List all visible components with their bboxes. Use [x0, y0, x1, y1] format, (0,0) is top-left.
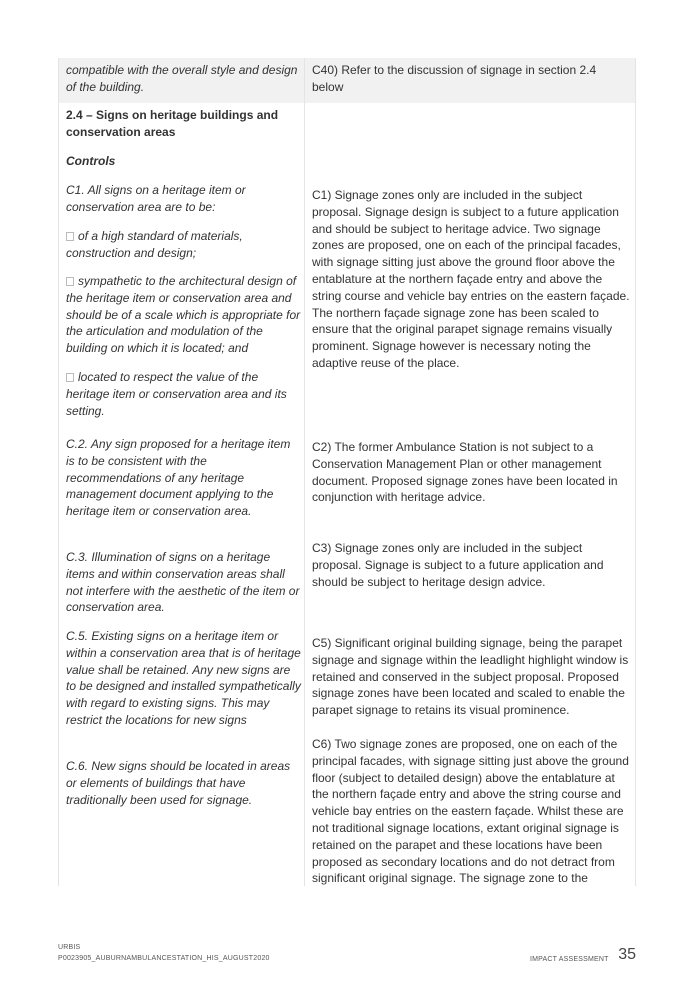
- control-c1-bullet-2: sympathetic to the architectural design of the heritage item or conservation area and should be of a scale which is appropriate for the articulation and modulation of the building on which it is located; and: [66, 274, 301, 356]
- footer-doc-ref: P0023905_AUBURNAMBULANCESTATION_HIS_AUGUST2020: [58, 955, 270, 962]
- control-c2: C.2. Any sign proposed for a heritage item is to be consistent with the recommendations of any heritage management document applying to the heritage item or conservation area.: [66, 437, 291, 519]
- control-c6: C.6. New signs should be located in areas or elements of buildings that have traditionally been used for signage.: [66, 759, 291, 807]
- response-c6: C6) Two signage zones are proposed, one on each of the principal facades, with signage sitting just above the ground floor (subject to detailed design) above the entablature at the northern façade entry and above the string course and vehicle bay entries on the eastern façade. Whilst these are not traditional signage locations, extant original signage is retained on the parapet and these locations have been proposed as secondary locations and do not detract from significant original signage. The signage zone to the: [312, 737, 629, 886]
- control-c1-intro: C1. All signs on a heritage item or conservation area are to be:: [66, 183, 246, 214]
- footer-company: URBIS: [58, 944, 81, 951]
- footer-section: IMPACT ASSESSMENT: [530, 956, 609, 963]
- bullet-box-icon: [66, 277, 74, 286]
- section-subheading: Controls: [66, 154, 116, 168]
- response-c5: C5) Significant original building signage, being the parapet signage and signage within the leadlight highlight window is retained and conserved in the subject proposal. Proposed signage zones have been located and scaled to enable the parapet signage to retains its visual prominence.: [312, 636, 629, 718]
- control-c3: C.3. Illumination of signs on a heritage items and within conservation areas shall not interfere with the aesthetic of the item or conservation area.: [66, 550, 300, 615]
- control-c1-bullet-1: of a high standard of materials, construction and design;: [66, 229, 243, 260]
- bullet-box-icon: [66, 373, 74, 382]
- bullet-box-icon: [66, 232, 74, 241]
- response-c2: C2) The former Ambulance Station is not subject to a Conservation Management Plan or other management document. Proposed signage zones have been located in conjunction with heritage advice.: [312, 440, 618, 505]
- response-c1: C1) Signage zones only are included in the subject proposal. Signage design is subject to a future application and should be subject to heritage advice. Two signage zones are proposed, one on each of the principal facades, with signage sitting just above the ground floor above the entablature at the northern façade entry and above the string course and vehicle bay entries on the eastern façade. The northern façade signage zone has been scaled to ensure that the original parapet signage remains visually prominent. Signage however is necessary noting the adaptive reuse of the place.: [312, 188, 630, 370]
- row1-left-text: compatible with the overall style and design of the building.: [66, 63, 298, 94]
- control-c1-bullet-3: located to respect the value of the heritage item or conservation area and its setting.: [66, 370, 287, 418]
- heritage-controls-table: [58, 58, 636, 886]
- table-right-border: [635, 58, 636, 886]
- response-c3: C3) Signage zones only are included in the subject proposal. Signage is subject to a future application and should be subject to heritage design advice.: [312, 541, 604, 589]
- column-divider: [304, 58, 305, 886]
- section-heading: 2.4 – Signs on heritage buildings and conservation areas: [66, 108, 279, 139]
- control-c5: C.5. Existing signs on a heritage item or within a conservation area that is of heritage value shall be retained. Any new signs are to be designed and installed sympathetically with regard to existing signs. This may restrict the locations for new signs: [66, 629, 301, 727]
- row1-right-text: C40) Refer to the discussion of signage in section 2.4 below: [312, 63, 597, 94]
- page-number: 35: [618, 946, 636, 963]
